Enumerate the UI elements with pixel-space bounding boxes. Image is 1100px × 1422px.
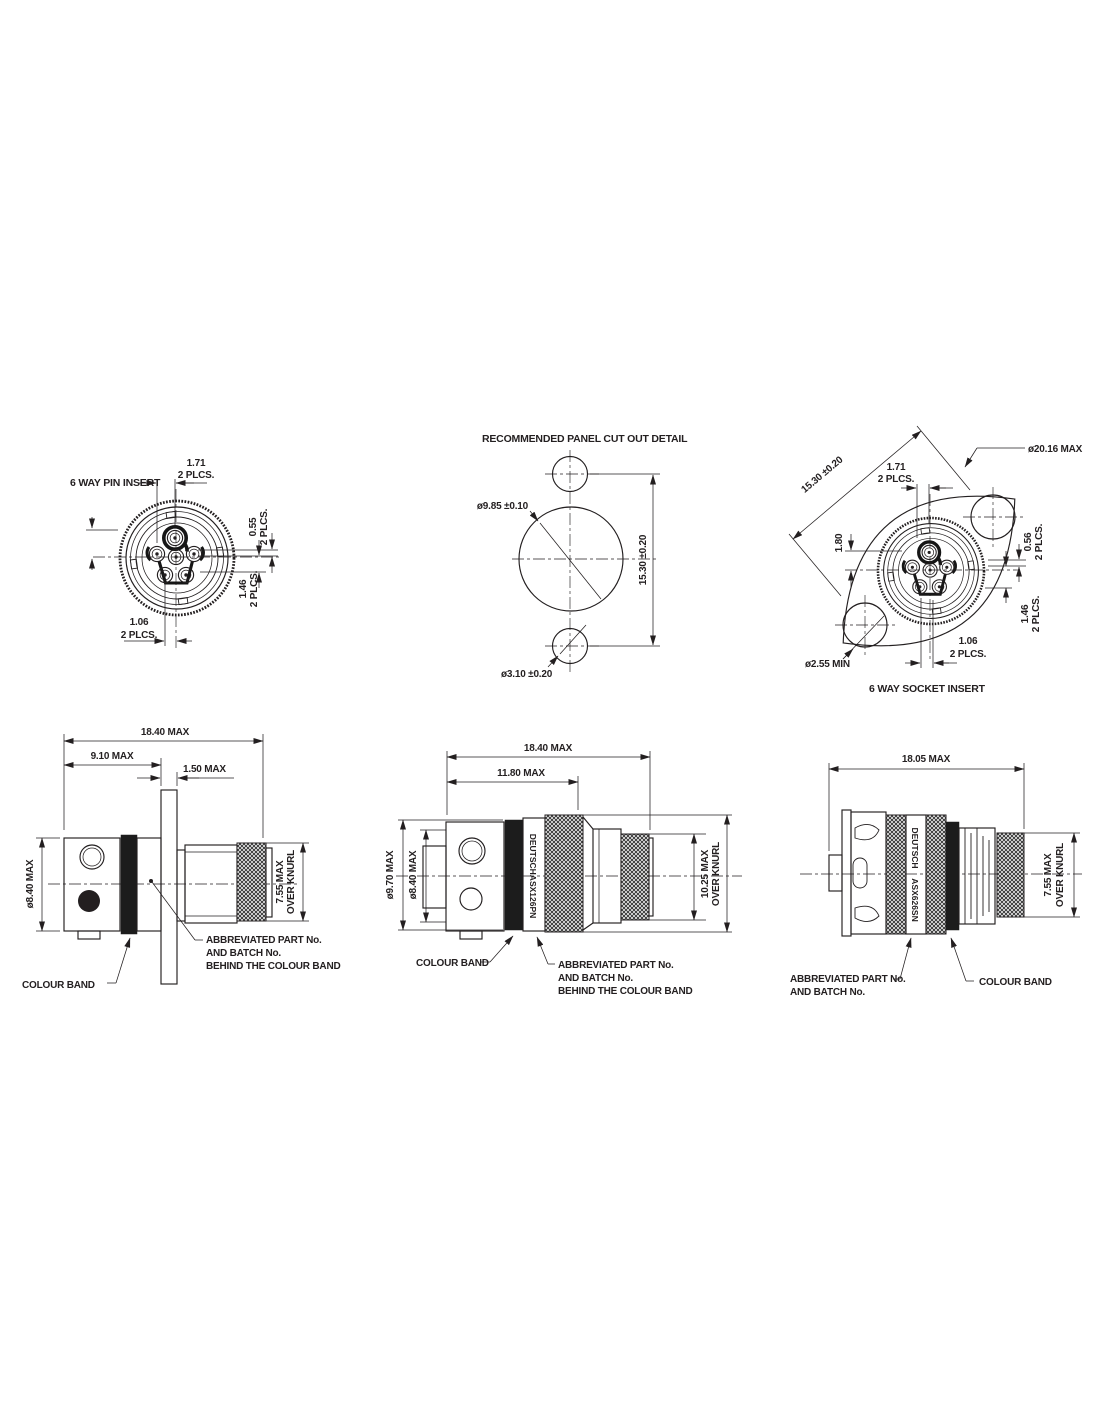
dim-label: ø8.40 MAX — [25, 859, 36, 909]
note-line: BEHIND THE COLOUR BAND — [206, 961, 341, 972]
pin-insert-title: 6 WAY PIN INSERT — [70, 477, 161, 489]
plug-side-view — [790, 754, 1082, 998]
knurl-rear — [926, 815, 946, 934]
pin-insert-face — [120, 501, 234, 615]
knurl-small — [997, 833, 1024, 917]
dim-label: 15.30 ±0.20 — [799, 454, 846, 496]
dim-label: 7.55 MAX — [1043, 853, 1054, 897]
colour-band-label: COLOUR BAND — [22, 980, 95, 991]
dim-label: 18.40 MAX — [523, 743, 573, 754]
note-line: AND BATCH No. — [790, 987, 865, 998]
dim-label: 1.46 — [238, 579, 249, 599]
part-marking: DEUTSCHASX126PN — [528, 833, 538, 919]
dim-label: OVER KNURL — [1055, 842, 1066, 908]
dim-label: 1.71 — [886, 462, 906, 473]
socket-insert-title: 6 WAY SOCKET INSERT — [869, 683, 985, 695]
dim-label: 2 PLCS. — [1034, 523, 1045, 561]
dim-label: 2 PLCS. — [259, 508, 270, 546]
part-marking-number: ASX626SN — [910, 878, 920, 922]
dim-label: 2 PLCS. — [177, 470, 215, 481]
colour-band — [946, 822, 959, 930]
knurl-large — [545, 815, 583, 932]
panel-cutout-title: RECOMMENDED PANEL CUT OUT DETAIL — [482, 433, 688, 445]
rear-step — [829, 855, 842, 891]
dim-label: 1.50 MAX — [183, 764, 226, 775]
rear-body — [64, 838, 120, 931]
dim-label: 1.80 — [834, 533, 845, 553]
knurl-front — [886, 815, 906, 934]
dim-label: 2 PLCS. — [120, 630, 158, 641]
colour-band — [505, 820, 523, 930]
dim-label: OVER KNURL — [711, 841, 722, 907]
note-line: AND BATCH No. — [206, 948, 281, 959]
inline-receptacle-side-view — [385, 743, 742, 997]
dim-label: 15.30 ±0.20 — [638, 534, 649, 586]
dim-label: 1.46 — [1020, 604, 1031, 624]
dim-label: 0.56 — [1023, 532, 1034, 552]
colour-band-label: COLOUR BAND — [979, 977, 1052, 988]
dim-label: 0.55 — [248, 517, 259, 537]
dim-label: 9.10 MAX — [90, 751, 134, 762]
rear-seal — [423, 846, 446, 908]
knurl — [237, 843, 266, 921]
dim-label: ø9.70 MAX — [385, 850, 396, 900]
dim-label: ø20.16 MAX — [1028, 444, 1083, 455]
dim-label: 2 PLCS. — [949, 649, 987, 660]
colour-band-label: COLOUR BAND — [416, 958, 489, 969]
coupling-shell — [851, 812, 886, 934]
dim-label: ø9.85 ±0.10 — [476, 501, 528, 512]
panel-cutout-view — [477, 433, 688, 680]
dim-label: 18.05 MAX — [901, 754, 951, 765]
mounting-flange — [161, 790, 177, 984]
dim-label: 18.40 MAX — [140, 727, 190, 738]
note-line: AND BATCH No. — [558, 973, 633, 984]
note-line: BEHIND THE COLOUR BAND — [558, 986, 693, 997]
dim-label: 10.25 MAX — [700, 849, 711, 899]
dim-label: 1.06 — [958, 636, 978, 647]
dim-label: 1.71 — [186, 458, 206, 469]
dim-label: 11.80 MAX — [497, 768, 545, 779]
dim-label: 2 PLCS. — [249, 570, 260, 608]
dim-label: 2 PLCS. — [877, 474, 915, 485]
colour-band — [121, 835, 137, 934]
note-line: ABBREVIATED PART No. — [558, 960, 674, 971]
dim-label: ø3.10 ±0.20 — [501, 669, 553, 680]
part-marking-brand: DEUTSCH — [910, 827, 920, 869]
dim-label: 1.06 — [129, 617, 149, 628]
socket-insert-face-view — [789, 426, 1083, 695]
note-line: ABBREVIATED PART No. — [790, 974, 906, 985]
polarising-hole — [78, 890, 100, 912]
dim-label: OVER KNURL — [286, 849, 297, 915]
marking-area — [137, 838, 161, 931]
socket-insert-face — [878, 518, 984, 624]
note-line: ABBREVIATED PART No. — [206, 935, 322, 946]
rear-flange — [842, 810, 851, 936]
dim-label: ø8.40 MAX — [408, 850, 419, 900]
receptacle-side-view — [22, 727, 341, 991]
dim-label: 7.55 MAX — [275, 860, 286, 904]
pin-insert-face-view — [70, 458, 281, 650]
dim-label: 2 PLCS. — [1031, 595, 1042, 633]
knurl-small — [621, 834, 649, 920]
dim-label: ø2.55 MIN — [805, 659, 850, 670]
